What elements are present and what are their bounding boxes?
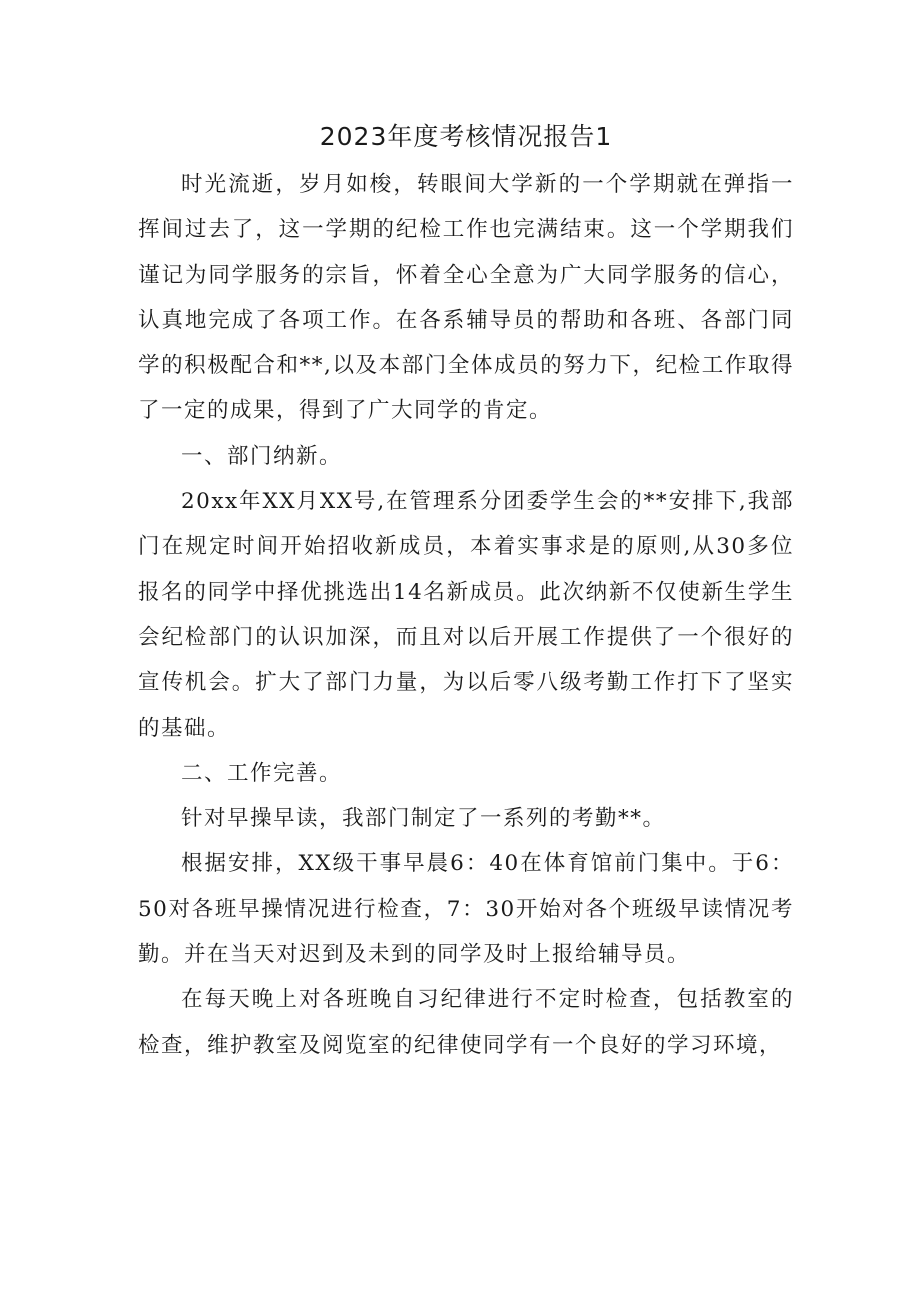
section-heading-recruitment: 一、部门纳新。 [181,443,343,469]
paragraph-morning-schedule: 根据安排，XX级干事早晨6：40在体育馆前门集中。于6：50对各班早操情况进行检查，7：30开始对各个班级早读情况考勤。并在当天对迟到及未到的同学及时上报给辅导员。 [138,851,794,968]
document-page [138,112,794,1068]
document-title: 2023年度考核情况报告1 [319,122,613,151]
paragraph-evening-study: 在每天晚上对各班晚自习纪律进行不定时检查，包括教室的检查，维护教室及阅览室的纪律使同学有一个良好的学习环境， [138,987,794,1058]
paragraph-recruitment: 20xx年XX月XX号,在管理系分团委学生会的**安排下,我部门在规定时间开始招收新成员，本着实事求是的原则,从30多位报名的同学中择优挑选出14名新成员。此次纳新不仅使新生学生会纪检部门的认识加深，而且对以后开展工作提供了一个很好的宣传机会。扩大了部门力量，为以后零八级考勤工作打下了坚实的基础。 [138,489,794,741]
paragraph-attendance-rules: 针对早操早读，我部门制定了一系列的考勤**。 [181,806,666,832]
section-heading-improvement: 二、工作完善。 [181,760,343,786]
paragraph-intro: 时光流逝，岁月如梭，转眼间大学新的一个学期就在弹指一挥间过去了，这一学期的纪检工作也完满结束。这一个学期我们谨记为同学服务的宗旨，怀着全心全意为广大同学服务的信心，认真地完成了各项工作。在各系辅导员的帮助和各班、各部门同学的积极配合和**,以及本部门全体成员的努力下，纪检工作取得了一定的成果，得到了广大同学的肯定。 [138,172,794,424]
